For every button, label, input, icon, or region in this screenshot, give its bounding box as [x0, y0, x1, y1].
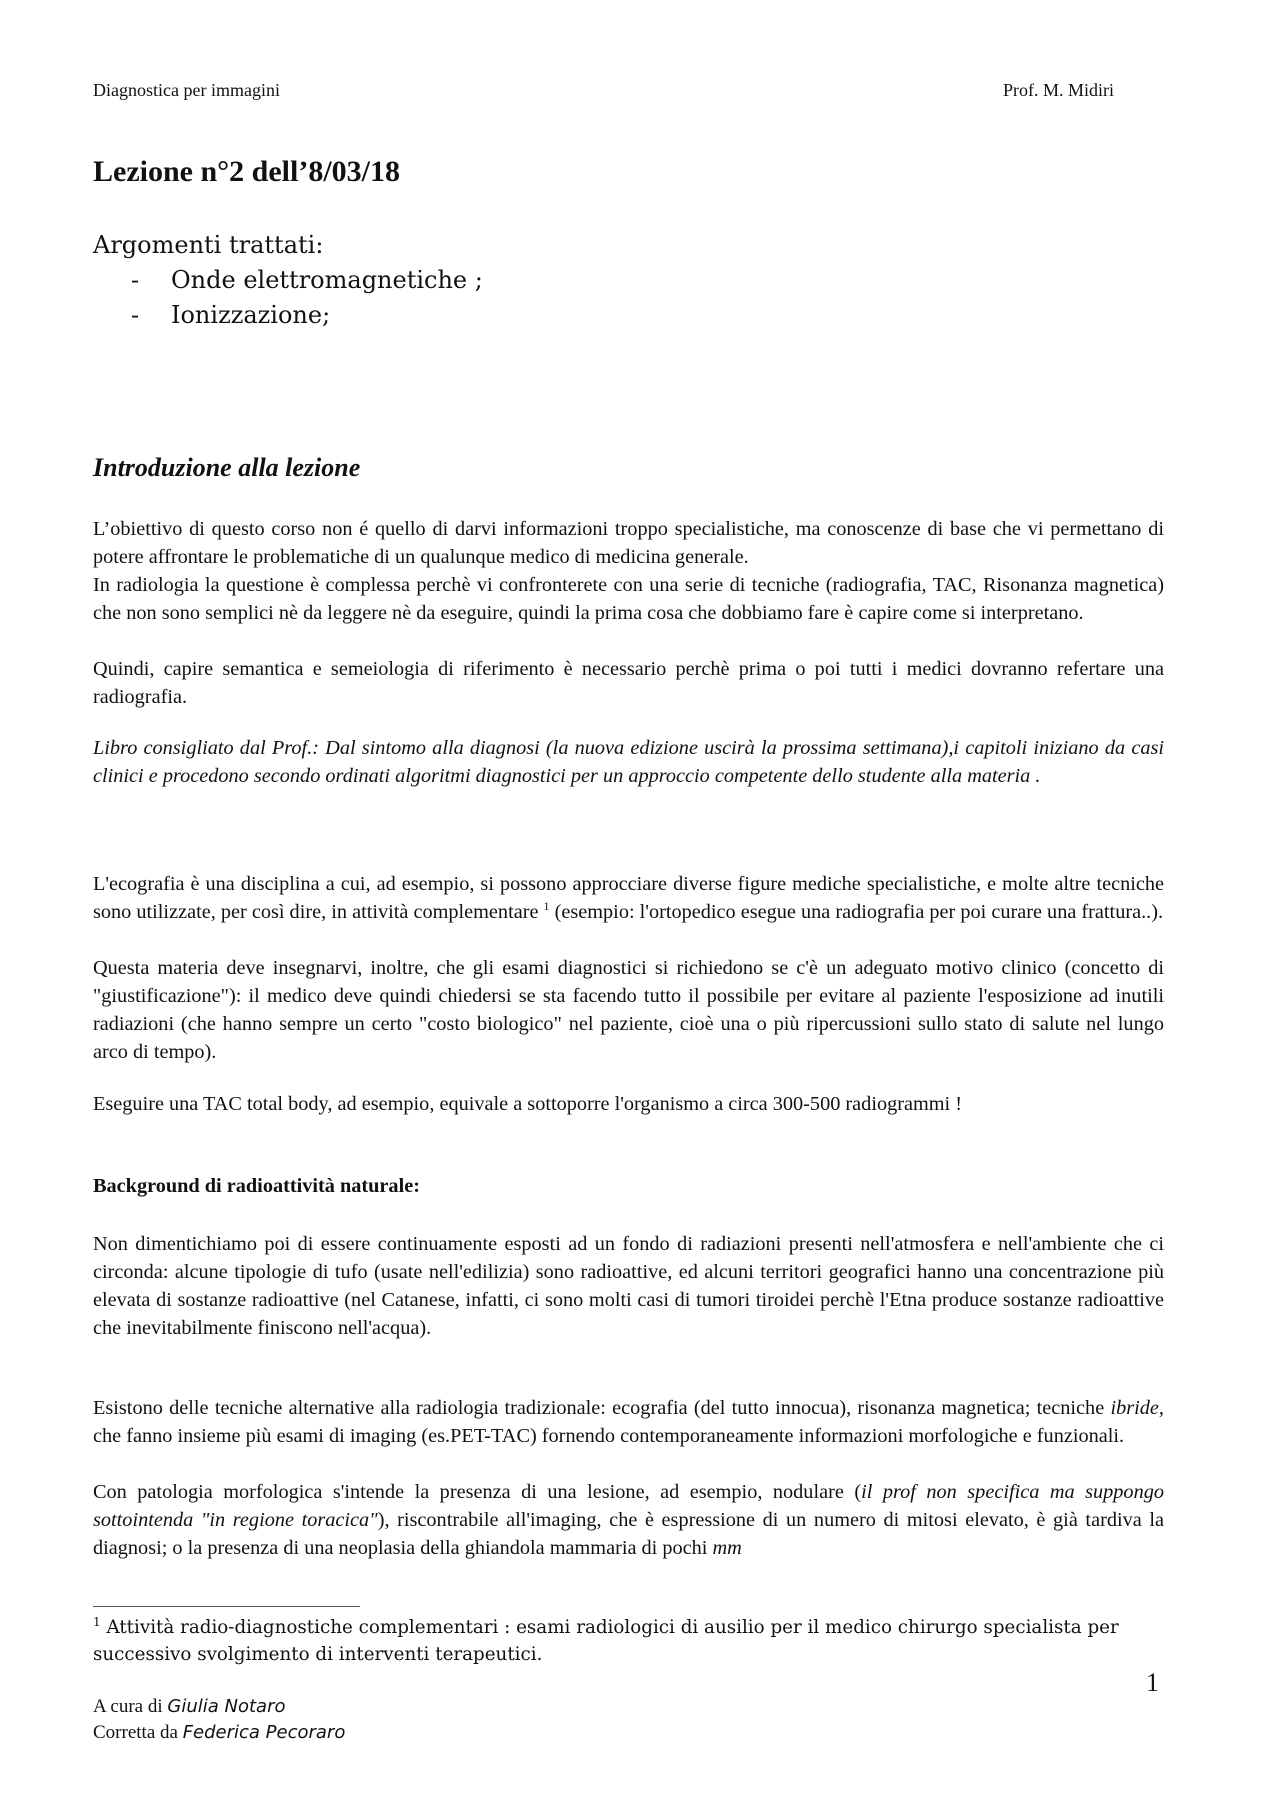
topic-label: Ionizzazione;: [171, 301, 331, 329]
topic-item: [131, 301, 330, 329]
footnote: $^1$ Attività radio-diagnostiche complementari : esami radiologici di ausilio per il medico chirurgo specialista per successivo svolgimento di interventi terapeutici.: [93, 1614, 1119, 1665]
lesson-title: Lezione n°2 dell’8/03/18: [93, 155, 400, 188]
paragraph: Con patologia morfologica s'intende la presenza di una lesione, ad esempio, nodulare (il prof non specifica ma suppongo sottointenda "in regione toracica"), riscontrabile all'imaging, che è espressione di un numero di mitosi elevato, è già tardiva la diagnosi; o la presenza di una neoplasia della ghiandola mammaria di pochi mm: [93, 1481, 1164, 1559]
paragraph: Eseguire una TAC total body, ad esempio, equivale a sottoporre l'organismo a circa 300-500 radiogrammi !: [93, 1093, 963, 1115]
section-title: Introduzione alla lezione: [93, 453, 361, 482]
paragraph: Esistono delle tecniche alternative alla radiologia tradizionale: ecografia (del tutto innocua), risonanza magnetica; tecniche ibride, che fanno insieme più esami di imaging (es.PET-TAC) fornendo contemporaneamente informazioni morfologiche e funzionali.: [93, 1397, 1164, 1447]
paragraph: Quindi, capire semantica e semeiologia di riferimento è necessario perchè prima o poi tutti i medici dovranno refertare una radiografia.: [93, 658, 1164, 708]
topic-label: Onde elettromagnetiche ;: [171, 266, 483, 294]
credit-author: A cura di Giulia Notaro: [93, 1696, 286, 1717]
footnote-divider: [93, 1606, 360, 1607]
background-heading: Background di radioattività naturale:: [93, 1175, 420, 1197]
credit-reviewer: Corretta da Federica Pecoraro: [93, 1722, 346, 1743]
header-professor: Prof. M. Midiri: [1003, 80, 1115, 100]
paragraph: In radiologia la questione è complessa perchè vi confronterete con una serie di tecniche (radiografia, TAC, Risonanza magnetica) che non sono semplici nè da leggere nè da eseguire, quindi la prima cosa che dobbiamo fare è capire come si interpretano.: [93, 574, 1164, 624]
paragraph: L'ecografia è una disciplina a cui, ad esempio, si possono approcciare diverse figure mediche specialistiche, e molte altre tecniche sono utilizzate, per così dire, in attività complementare $^1$ (esempio: l'ortopedico esegue una radiografia per poi curare una frattura..).: [93, 873, 1164, 923]
topics-heading: Argomenti trattati:: [93, 231, 324, 259]
footnote-ref: 1: [543, 899, 550, 914]
book-recommendation: Libro consigliato dal Prof.: Dal sintomo alla diagnosi (la nuova edizione uscirà la prossima settimana),i capitoli iniziano da casi clinici e procedono secondo ordinati algoritmi diagnostici per un approccio competente dello studente alla materia .: [93, 737, 1164, 787]
footnote-number: 1: [93, 1614, 101, 1629]
paragraph: Questa materia deve insegnarvi, inoltre, che gli esami diagnostici si richiedono se c'è un adeguato motivo clinico (concetto di "giustificazione"): il medico deve quindi chiedersi se sta facendo tutto il possibile per evitare al paziente l'esposizione ad inutili radiazioni (che hanno sempre un certo "costo biologico" nel paziente, cioè una o più ripercussioni sullo stato di salute nel lungo arco di tempo).: [93, 957, 1164, 1063]
paragraph: Non dimentichiamo poi di essere continuamente esposti ad un fondo di radiazioni presenti nell'atmosfera e nell'ambiente che ci circonda: alcune tipologie di tufo (usate nell'edilizia) sono radioattive, ed alcuni territori geografici hanno una concentrazione più elevata di sostanze radioattive (nel Catanese, infatti, ci sono molti casi di tumori tiroidei perchè l'Etna produce sostanze radioattive che inevitabilmente finiscono nell'acqua).: [93, 1233, 1164, 1339]
page-number: 1: [1146, 1668, 1159, 1697]
topic-item: [131, 266, 483, 294]
paragraph: L’obiettivo di questo corso non é quello di darvi informazioni troppo specialistiche, ma conoscenze di base che vi permettano di potere affrontare le problematiche di un qualunque medico di medicina generale.: [93, 518, 1164, 568]
header-course-title: Diagnostica per immagini: [93, 80, 280, 100]
list-dash: -: [131, 301, 140, 329]
list-dash: -: [131, 266, 140, 294]
